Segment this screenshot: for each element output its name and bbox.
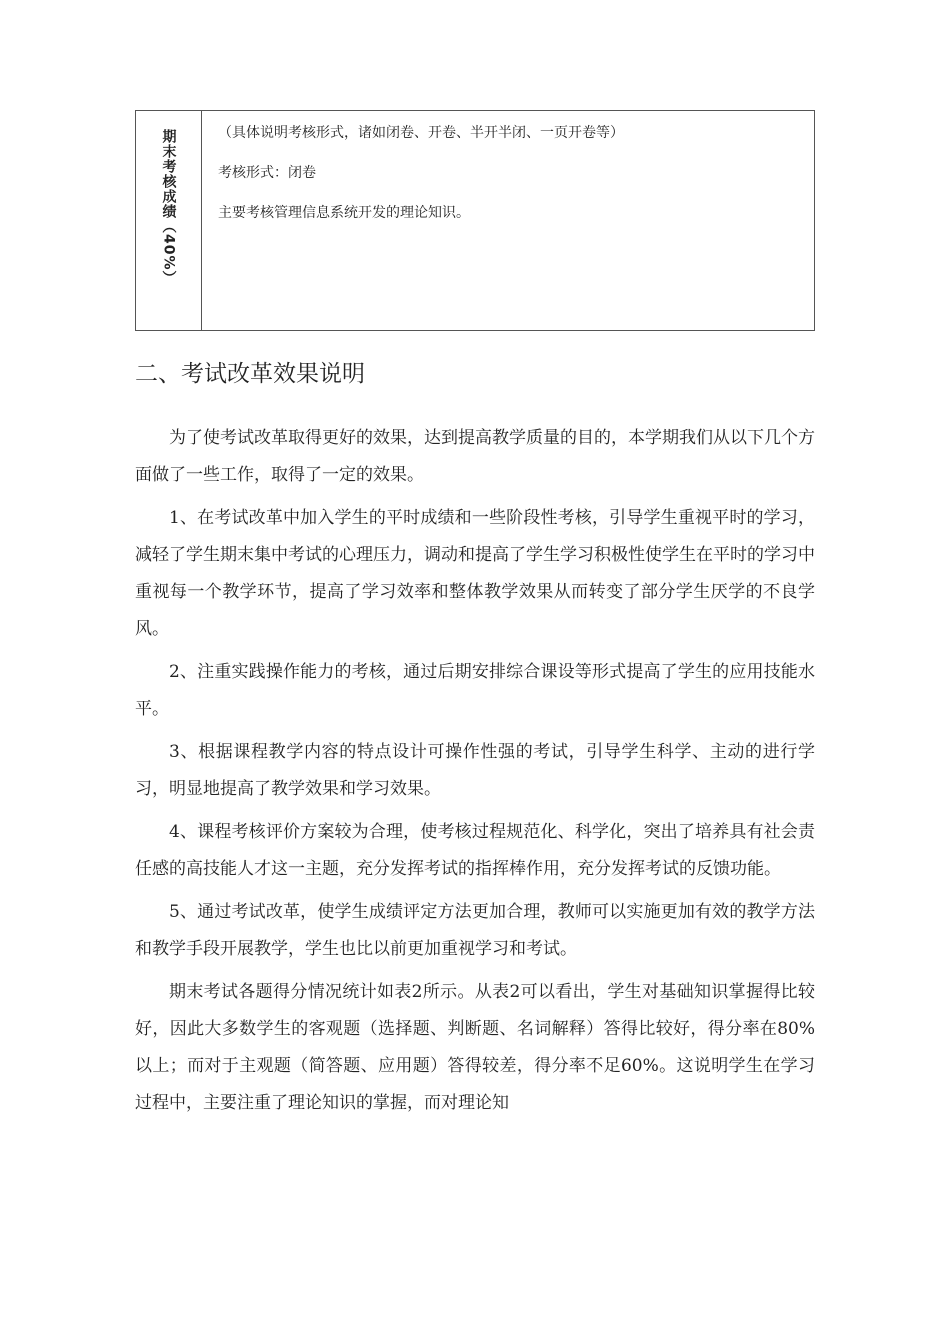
table-line-content: 主要考核管理信息系统开发的理论知识。 [218, 205, 470, 221]
section-heading: 二、考试改革效果说明 [135, 361, 365, 387]
final-grade-label: 期末考核成绩（40%） [160, 129, 177, 286]
paragraph-intro: 为了使考试改革取得更好的效果，达到提高教学质量的目的，本学期我们从以下几个方面做了一些工作，取得了一定的效果。 [135, 428, 815, 485]
paragraph-item-5: 5、通过考试改革，使学生成绩评定方法更加合理，教师可以实施更加有效的教学方法和教学手段开展教学，学生也比以前更加重视学习和考试。 [135, 902, 815, 959]
paragraph-item-4: 4、课程考核评价方案较为合理，使考核过程规范化、科学化，突出了培养具有社会责任感的高技能人才这一主题，充分发挥考试的指挥棒作用，充分发挥考试的反馈功能。 [135, 822, 815, 879]
table-line-note: （具体说明考核形式，诸如闭卷、开卷、半开半闭、一页开卷等） [218, 125, 624, 141]
paragraph-item-1: 1、在考试改革中加入学生的平时成绩和一些阶段性考核，引导学生重视平时的学习，减轻了学生期末集中考试的心理压力，调动和提高了学生学习积极性使学生在平时的学习中重视每一个教学环节，提高了学习效率和整体教学效果从而转变了部分学生厌学的不良学风。 [135, 508, 815, 639]
paragraph-item-3: 3、根据课程教学内容的特点设计可操作性强的考试，引导学生科学、主动的进行学习，明显地提高了教学效果和学习效果。 [135, 742, 815, 799]
paragraph-stats: 期末考试各题得分情况统计如表2所示。从表2可以看出，学生对基础知识掌握得比较好，因此大多数学生的客观题（选择题、判断题、名词解释）答得比较好，得分率在80%以上；而对于主观题（简答题、应用题）答得较差，得分率不足60%。这说明学生在学习过程中，主要注重了理论知识的掌握，而对理论知 [135, 982, 815, 1113]
paragraph-item-2: 2、注重实践操作能力的考核，通过后期安排综合课设等形式提高了学生的应用技能水平。 [135, 662, 815, 719]
assessment-table [135, 110, 815, 331]
table-content-cell [202, 111, 814, 330]
section-body [135, 420, 815, 1128]
table-label-cell [136, 111, 202, 330]
table-line-format: 考核形式：闭卷 [218, 165, 316, 181]
